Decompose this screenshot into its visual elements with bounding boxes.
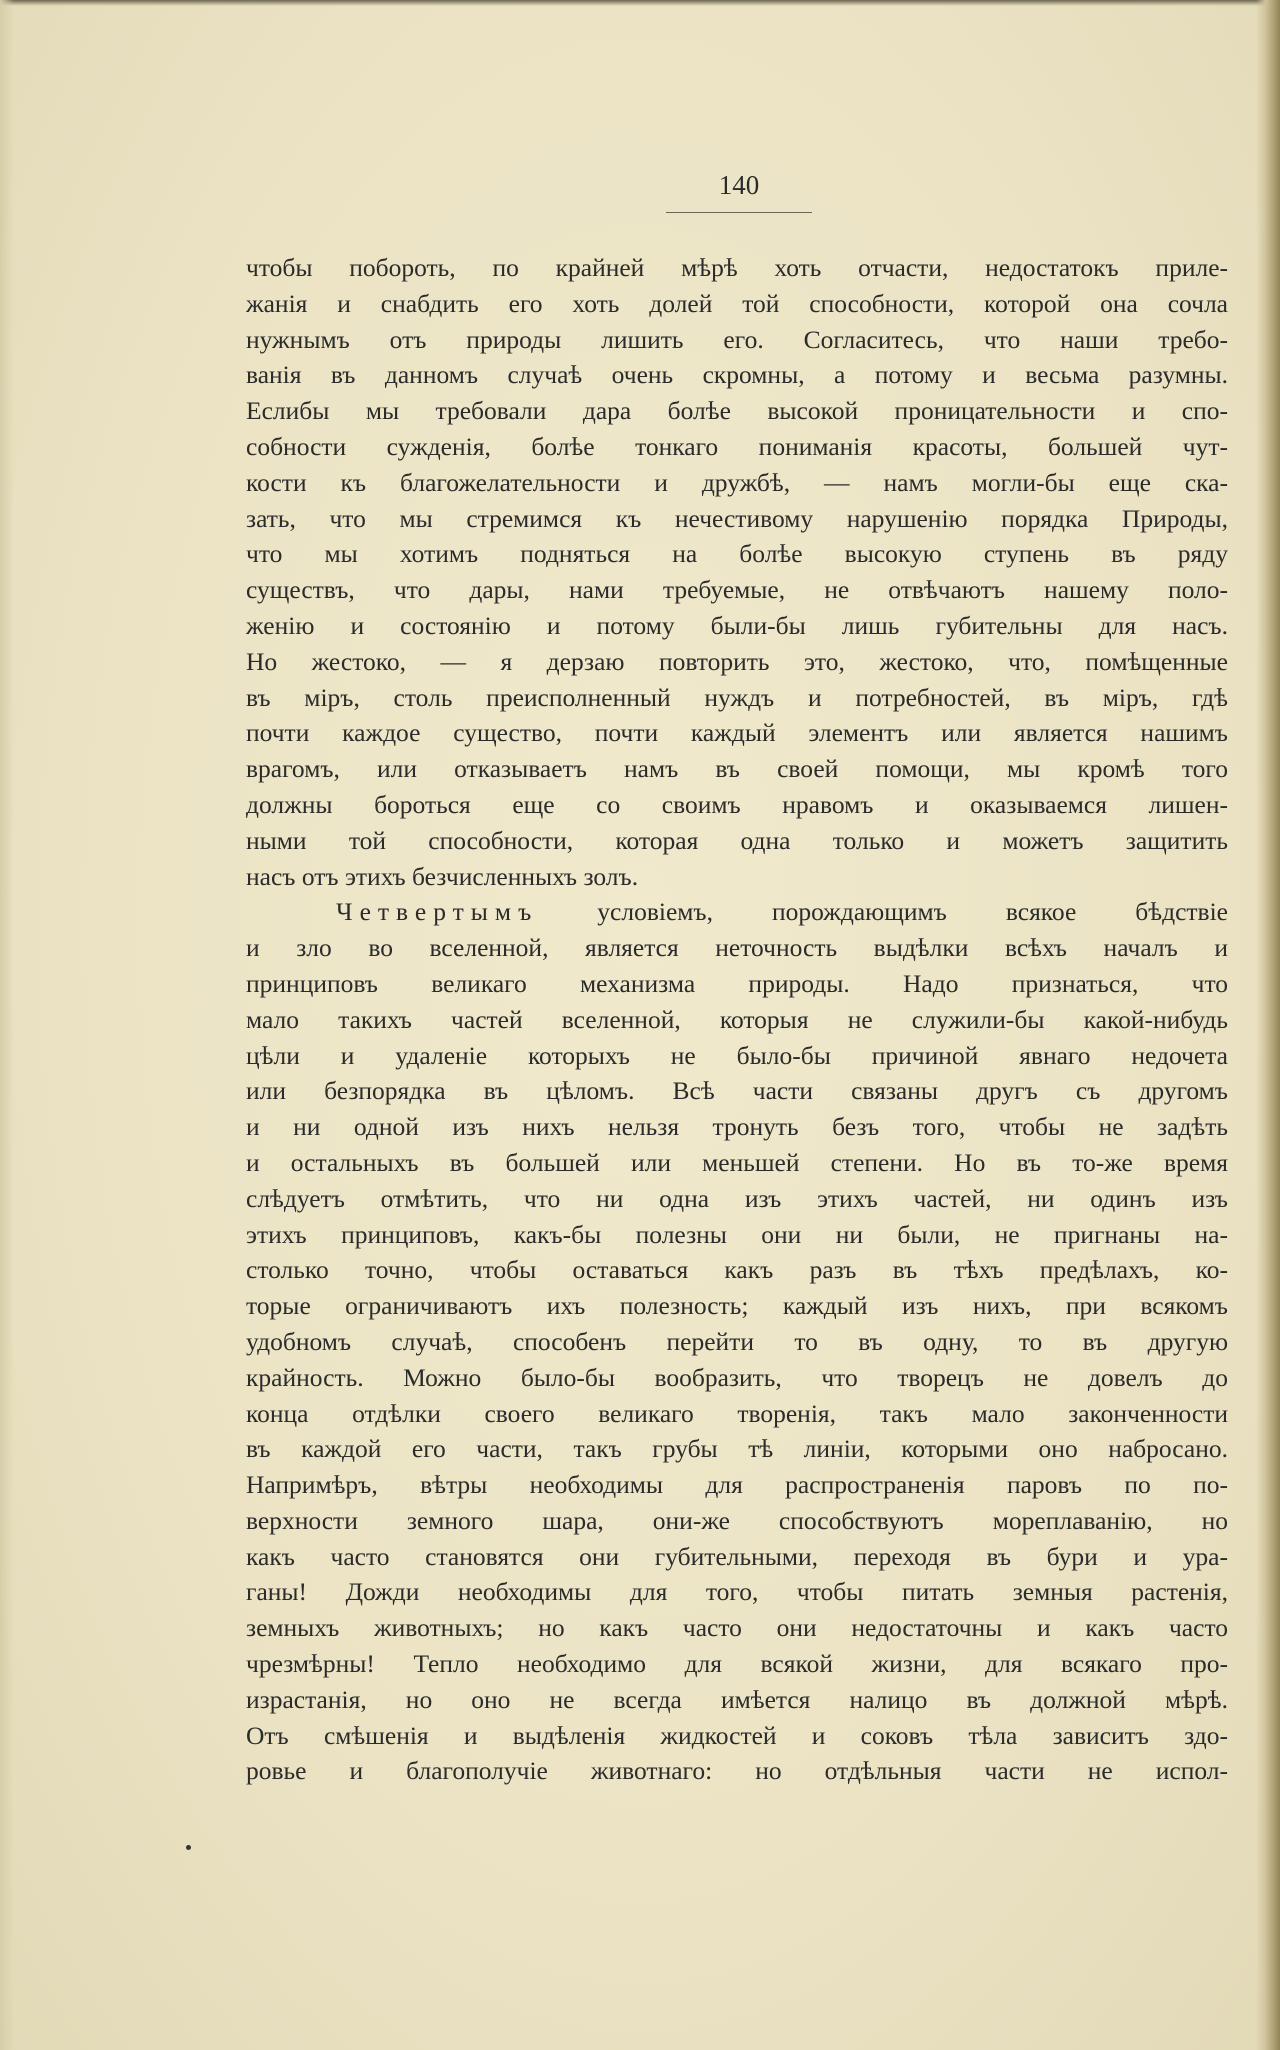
text-line: въ каждой его части, такъ грубы тѣ линіи, которыми оно набросано. [246, 1434, 1228, 1464]
text-line: ными той способности, которая одна только и можетъ защитить [246, 825, 1228, 855]
text-line: мало такихъ частей вселенной, которыя не служили-бы какой-нибудь [246, 1004, 1228, 1034]
text-line: слѣдуетъ отмѣтить, что ни одна изъ этихъ частей, ни одинъ изъ [246, 1183, 1228, 1213]
text-line: крайность. Можно было-бы вообразить, что творецъ не довелъ до [246, 1362, 1228, 1392]
text-line: должны бороться еще со своимъ нравомъ и оказываемся лишен- [246, 789, 1228, 819]
text-line: жанія и снабдить его хоть долей той способности, которой она сочла [246, 288, 1228, 318]
text-line: нужнымъ отъ природы лишить его. Согласитесь, что наши требо- [246, 324, 1228, 354]
text-line: конца отдѣлки своего великаго творенія, такъ мало законченности [246, 1398, 1228, 1428]
text-line: ванія въ данномъ случаѣ очень скромны, а потому и весьма разумны. [246, 360, 1228, 390]
text-line: верхности земного шара, они-же способствуютъ мореплаванію, но [246, 1505, 1228, 1535]
text-line: чтобы побороть, по крайней мѣрѣ хоть отчасти, недостатокъ приле- [246, 253, 1228, 282]
text-line: и ни одной изъ нихъ нельзя тронуть безъ того, чтобы не задѣть [246, 1112, 1228, 1142]
text-line: зать, что мы стремимся къ нечестивому нарушенію порядка Природы, [246, 503, 1228, 533]
text-line: врагомъ, или отказываетъ намъ въ своей помощи, мы кромѣ того [246, 754, 1228, 784]
text-line: цѣли и удаленіе которыхъ не было-бы причиной явнаго недочета [246, 1040, 1228, 1070]
text-line: или безпорядка въ цѣломъ. Всѣ части связаны другъ съ другомъ [246, 1076, 1228, 1106]
text-line-first [246, 894, 1228, 930]
text-line-rest: условіемъ, порождающимъ всякое бѣдствіе [538, 897, 1228, 927]
text-line: чрезмѣрны! Тепло необходимо для всякой жизни, для всякаго про- [246, 1649, 1228, 1679]
paragraph-2 [246, 894, 1228, 1789]
text-line: торые ограничиваютъ ихъ полезность; каждый изъ нихъ, при всякомъ [246, 1291, 1228, 1321]
text-line: и зло во вселенной, является неточность выдѣлки всѣхъ началъ и [246, 933, 1228, 963]
text-line: земныхъ животныхъ; но какъ часто они недостаточны и какъ часто [246, 1613, 1228, 1643]
text-line: кости къ благожелательности и дружбѣ, — намъ могли-бы еще ска- [246, 467, 1228, 497]
page-top-shadow [0, 0, 1280, 6]
text-line: удобномъ случаѣ, способенъ перейти то въ одну, то въ другую [246, 1326, 1228, 1356]
page-right-edge [1256, 0, 1280, 2050]
text-line: ровье и благополучіе животнаго: но отдѣльныя части не испол- [246, 1756, 1228, 1786]
text-line: столько точно, чтобы оставаться какъ разъ въ тѣхъ предѣлахъ, ко- [246, 1255, 1228, 1285]
text-line: въ міръ, столь преисполненный нуждъ и потребностей, въ міръ, гдѣ [246, 682, 1228, 712]
text-line: существъ, что дары, нами требуемые, не отвѣчаютъ нашему поло- [246, 575, 1228, 605]
page-number-rule [666, 212, 812, 213]
text-line: и остальныхъ въ большей или меньшей степени. Но въ то-же время [246, 1147, 1228, 1177]
text-line: ганы! Дожди необходимы для того, чтобы питать земныя растенія, [246, 1577, 1228, 1607]
text-line: женію и состоянію и потому были-бы лишь губительны для насъ. [246, 610, 1228, 640]
text-line: Отъ смѣшенія и выдѣленія жидкостей и соковъ тѣла зависитъ здо- [246, 1720, 1228, 1750]
text-line: какъ часто становятся они губительными, переходя въ бури и ура- [246, 1541, 1228, 1571]
page-number: 140 [718, 170, 760, 200]
text-line: насъ отъ этихъ безчисленныхъ золъ. [246, 861, 639, 891]
body-text [246, 250, 1228, 1789]
text-line: почти каждое существо, почти каждый элементъ или является нашимъ [246, 718, 1228, 748]
spaced-lead-word: Четвертымъ [336, 897, 539, 927]
text-line: Но жестоко, — я дерзаю повторить это, жестоко, что, помѣщенные [246, 646, 1228, 676]
ink-speck [186, 1845, 191, 1850]
text-line: что мы хотимъ подняться на болѣе высокую ступень въ ряду [246, 539, 1228, 569]
text-line: Еслибы мы требовали дара болѣе высокой проницательности и спо- [246, 396, 1228, 426]
text-line: этихъ принциповъ, какъ-бы полезны они ни были, не пригнаны на- [246, 1219, 1228, 1249]
text-line: собности сужденія, болѣе тонкаго пониманія красоты, большей чут- [246, 431, 1228, 461]
text-line: израстанія, но оно не всегда имѣется налицо въ должной мѣрѣ. [246, 1684, 1228, 1714]
text-line: принциповъ великаго механизма природы. Надо признаться, что [246, 968, 1228, 998]
page-left-edge [0, 0, 14, 2050]
text-line: Напримѣръ, вѣтры необходимы для распространенія паровъ по по- [246, 1470, 1228, 1500]
paragraph-1 [246, 250, 1228, 894]
